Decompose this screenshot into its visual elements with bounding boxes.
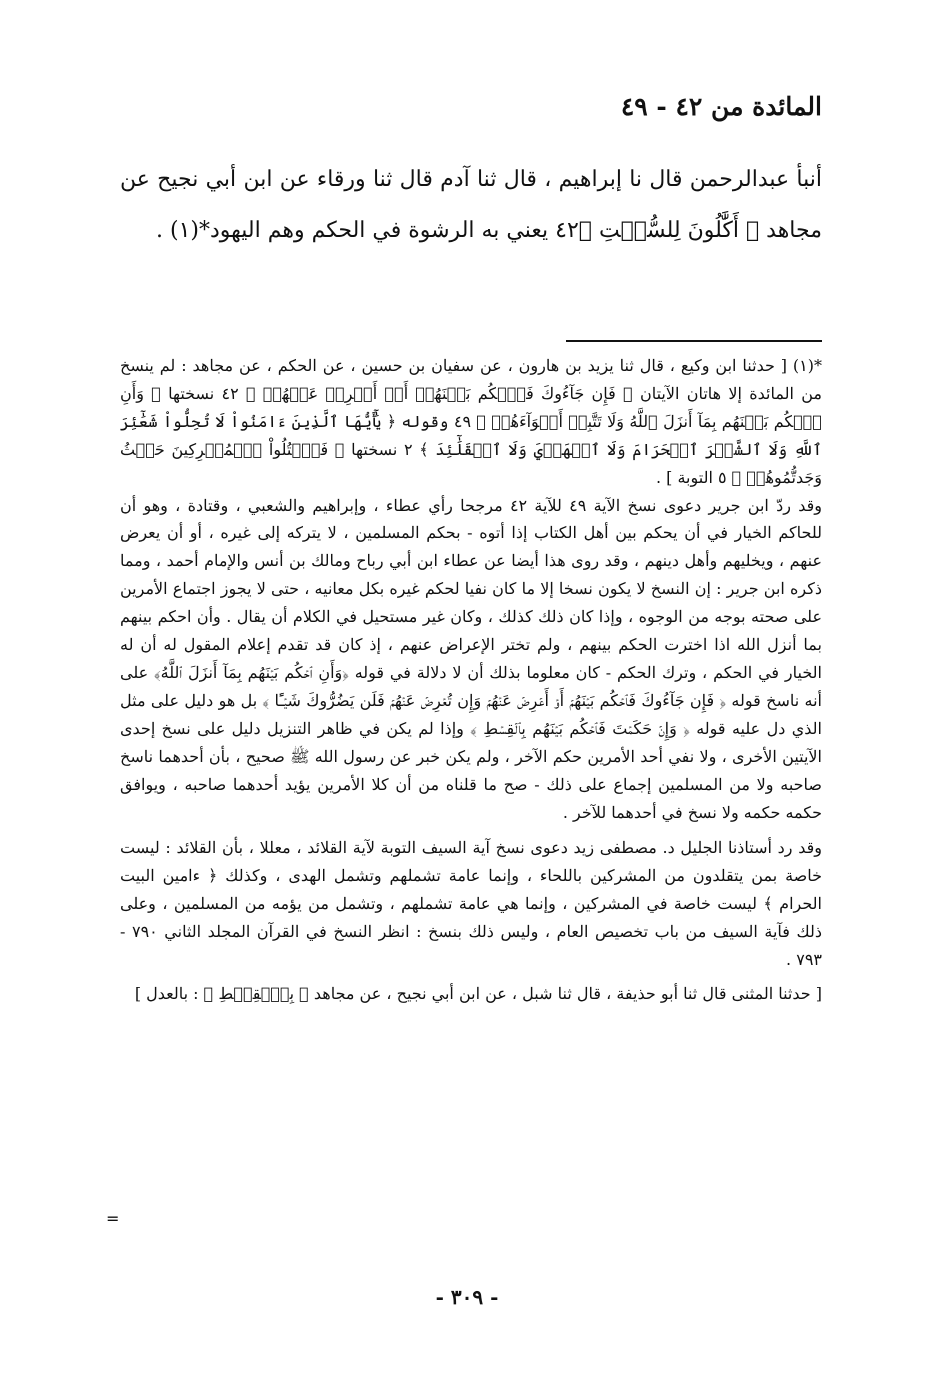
main-text: أنبأ عبدالرحمن قال نا إبراهيم ، قال ثنا آدم قال ثنا ورقاء عن ابن أبي نجيح عن مجاهد ﴿ أَكَّٰلُونَ لِلسُّحۡتِ ﴾٤٢ يعني به الرشوة في الحكم وهم اليهود*(١) .: [120, 167, 822, 243]
footnote-paragraph-2: وقد ردّ ابن جرير دعوى نسخ الآية ٤٩ للآية ٤٢ مرجحا رأي عطاء ، وإبراهيم والشعبي ، وقتادة ، وهو أن للحاكم الخيار في أن يحكم بين أهل الكتاب إذا أتوه - بحكم المسلمين ، لا يتركه إلى غيره ، أو أن يعرض عنهم ، ويخليهم وأهل دينهم ، وقد روى هذا أيضا عن عطاء ابن أبي رباح ومالك بن أنس والإمام أحمد ، ومما ذكره ابن جرير : إن النسخ لا يكون نسخا إلا ما كان نفيا لحكم غيره بكل معانيه ، حتى لا يجوز اجتماع الأمرين على صحته بوجه من الوجوه ، وإذا كان ذلك كذلك ، وكان غير مستحيل في الكلام أن يقال . وأن احكم بينهم بما أنزل الله اذا اخترت الحكم بينهم ، ولم تختر الإعراض عنهم ، إذ كان قد تقدم إعلام المقول له أن له الخيار في الحكم ، وترك الحكم - كان معلوما بذلك أن لا دلالة في قوله ﴿وَأَنِ ٱحۡكُم بَيۡنَهُم بِمَآ أَنزَلَ ٱللَّهُ﴾ على أنه ناسخ قوله ﴿ فَإِن جَآءُوكَ فَٱحۡكُم بَيۡنَهُمۡ أَوۡ أَعۡرِضۡ عَنۡهُمۡ وَإِن تُعۡرِضۡ عَنۡهُمۡ فَلَن يَضُرُّوكَ شَيۡـًٔا ﴾ بل هو دليل على مثل الذي دل عليه قوله ﴿ وَإِنۡ حَكَمۡتَ فَٱحۡكُم بَيۡنَهُم بِٱلۡقِسۡطِ ﴾ وإذا لم يكن في ظاهر التنزيل دليل على نسخ إحدى الآيتين الأخرى ، ولا نفي أحد الأمرين حكم الآخر ، ولم يكن خبر عن رسول الله ﷺ صحيح ، بأن أحدهما ناسخ صاحبه ولا من المسلمين إجماع على ذلك - صح ما قلناه من أن كلا الأمرين يؤيد أحدهما صاحبه ، ويوافق حكمه حكمه ولا نسخ في أحدهما للآخر .: [120, 495, 823, 822]
footnote-separator: [566, 340, 822, 342]
footnote-paragraph-4: [ حدثنا المثنى قال ثنا أبو حذيفة ، قال ثنا شبل ، عن ابن أبي نجيح ، عن مجاهد ﴿ بِٱلۡقِسۡطِ ﴾ : بالعدل ]: [134, 983, 822, 1003]
section-heading: المائدة من ٤٢ - ٤٩: [620, 92, 822, 121]
footnote-paragraph-1: *(١) [ حدثنا ابن وكيع ، قال ثنا يزيد بن هارون ، عن سفيان بن حسين ، عن الحكم ، عن مجاهد : لم ينسخ من المائدة إلا هاتان الآيتان ﴿ فَإِن جَآءُوكَ فَٱحۡكُم بَيۡنَهُمۡ أَوۡ أَعۡرِضۡ عَنۡهُمۡ ﴾ ٤٢ نسختها ﴿ وَأَنِ ٱحۡكُم بَيۡنَهُم بِمَآ أَنزَلَ ٱللَّهُ وَلَا تَتَّبِعۡ أَهۡوَآءَهُمۡ ﴾ ٤٩ وقوله ﴿ يَٰٓأَيُّهَا ٱلَّذِينَ ءَامَنُواْ لَا تُحِلُّواْ شَعَٰٓئِرَ ٱللَّهِ وَلَا ٱلشَّهۡرَ ٱلۡحَرَامَ وَلَا ٱلۡهَدۡيَ وَلَا ٱلۡقَلَٰٓئِدَ ﴾ ٢ نسختها ﴿ فَٱقۡتُلُواْ ٱلۡمُشۡرِكِينَ حَيۡثُ وَجَدتُّمُوهُمۡ ﴾ ٥ التوبة ] .: [120, 356, 823, 487]
margin-marker: =: [106, 1209, 120, 1228]
page-number: - ٣٠٩ -: [435, 1285, 499, 1309]
footnote-paragraph-3: وقد رد أستاذنا الجليل د. مصطفى زيد دعوى نسخ آية السيف التوبة لآية القلائد ، معللا ، بأن القلائد : ليست خاصة بمن يتقلدون من المشركين باللحاء ، وإنما عامة تشملهم وتشمل الهدى ، وكذلك ﴿ ءامين البيت الحرام ﴾ ليست خاصة في المشركين ، وإنما هي عامة تشملهم ، وتشمل من يؤمه من المسلمين ، وعلى ذلك فآية السيف من باب تخصيص العام ، وليس ذلك بنسخ : انظر النسخ في القرآن المجلد الثاني ٧٩٠ - ٧٩٣ .: [120, 838, 822, 970]
footnotes: [120, 352, 822, 1008]
